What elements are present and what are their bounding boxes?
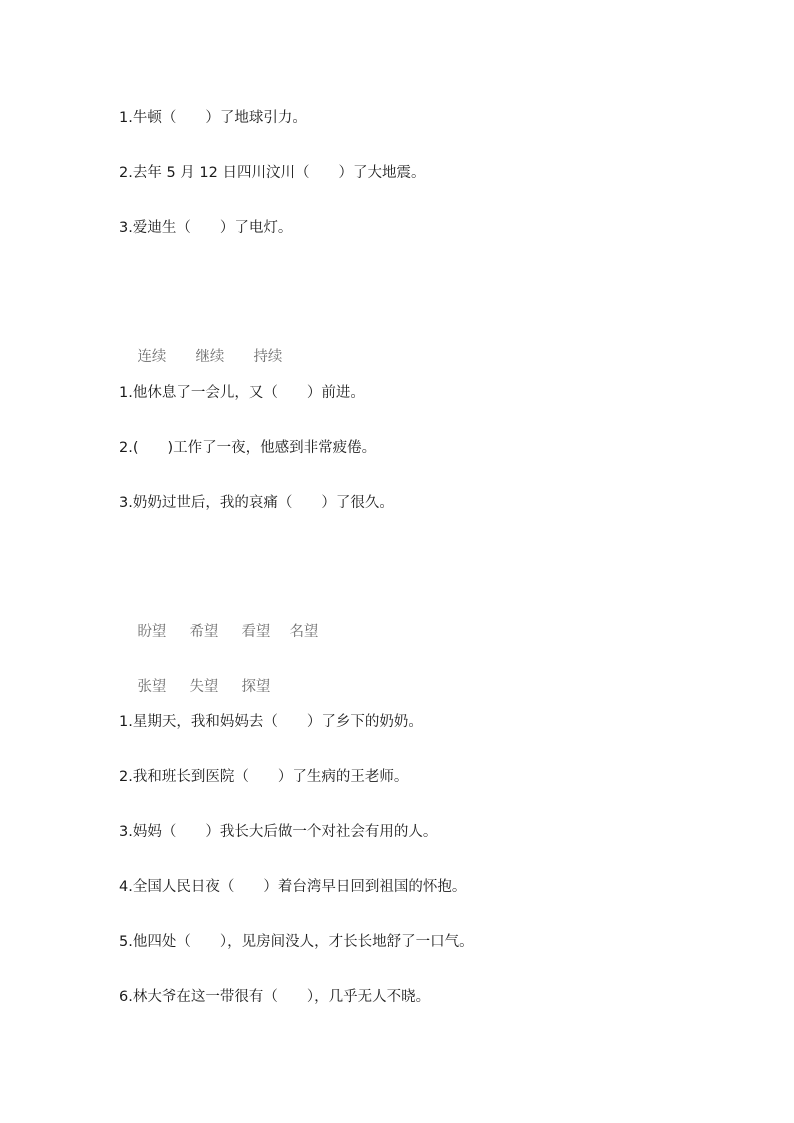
word-option: 希望 [189,624,219,640]
word-option: 持续 [253,349,283,365]
word-option: 失望 [189,679,219,695]
question-2-3: 3.奶奶过世后，我的哀痛（ ）了很久。 [119,495,394,511]
question-3-4: 4.全国人民日夜（ ）着台湾早日回到祖国的怀抱。 [119,879,467,895]
question-2-1: 1.他休息了一会儿，又（ ）前进。 [119,385,365,401]
word-option: 名望 [289,624,319,640]
word-option: 看望 [241,624,271,640]
question-3-1: 1.星期天，我和妈妈去（ ）了乡下的奶奶。 [119,714,423,730]
question-3-6: 6.林大爷在这一带很有（ ），几乎无人不晓。 [119,989,431,1005]
word-option: 盼望 [137,624,167,640]
question-3-3: 3.妈妈（ ）我长大后做一个对社会有用的人。 [119,824,438,840]
question-1-1: 1.牛顿（ ）了地球引力。 [119,110,307,126]
question-1-3: 3.爱迪生（ ）了电灯。 [119,220,293,236]
question-3-2: 2.我和班长到医院（ ）了生病的王老师。 [119,769,409,785]
question-2-2: 2.( )工作了一夜，他感到非常疲倦。 [119,440,377,456]
word-bank-3-row-2 [119,657,270,717]
word-option: 继续 [195,349,225,365]
word-option: 张望 [137,679,167,695]
word-bank-3-row-1 [119,602,318,662]
question-1-2: 2.去年 5 月 12 日四川汶川（ ）了大地震。 [119,165,426,181]
word-option: 连续 [137,349,167,365]
word-bank-2 [119,327,282,387]
question-3-5: 5.他四处（ ），见房间没人，才长长地舒了一口气。 [119,934,474,950]
word-option: 探望 [241,679,271,695]
